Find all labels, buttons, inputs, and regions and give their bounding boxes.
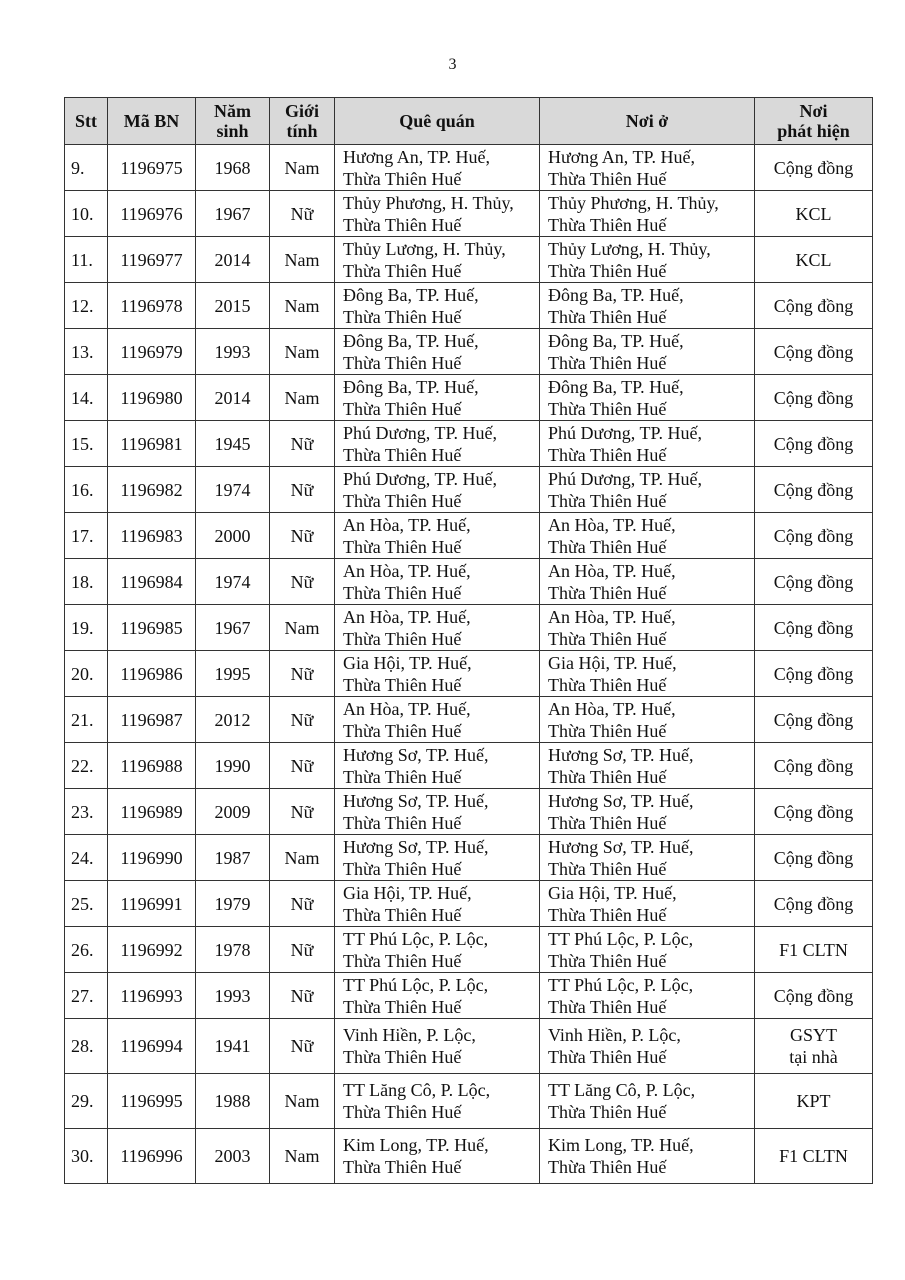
cell-noi-o xyxy=(540,651,755,697)
cell-que-quan-line1: Đông Ba, TP. Huế, xyxy=(343,330,479,351)
cell-ma-bn: 1196975 xyxy=(108,145,196,191)
cell-nam-sinh: 1995 xyxy=(196,651,270,697)
cell-stt: 9. xyxy=(65,145,108,191)
cell-nam-sinh: 2003 xyxy=(196,1129,270,1184)
cell-noi-o xyxy=(540,559,755,605)
header-stt: Stt xyxy=(65,98,108,145)
cell-noi-o xyxy=(540,973,755,1019)
cell-stt: 23. xyxy=(65,789,108,835)
cell-nam-sinh: 2015 xyxy=(196,283,270,329)
cell-noi-o-line1: TT Phú Lộc, P. Lộc, xyxy=(548,928,694,949)
cell-noi-o-line1: Đông Ba, TP. Huế, xyxy=(548,330,684,351)
cell-noi-o-line1: Hương Sơ, TP. Huế, xyxy=(548,836,694,857)
cell-noi-o-line2: Thừa Thiên Huế xyxy=(548,352,667,373)
cell-que-quan-line1: An Hòa, TP. Huế, xyxy=(343,606,471,627)
cell-que-quan-line2: Thừa Thiên Huế xyxy=(343,490,462,511)
cell-que-quan-line2: Thừa Thiên Huế xyxy=(343,582,462,603)
cell-que-quan-line1: Thủy Phương, H. Thủy, xyxy=(343,192,514,213)
cell-que-quan-line1: Đông Ba, TP. Huế, xyxy=(343,376,479,397)
header-noi-phat-hien-line1: Nơi xyxy=(799,101,828,121)
cell-que-quan-line1: Vinh Hiền, P. Lộc, xyxy=(343,1025,476,1045)
table-row xyxy=(65,375,873,421)
cell-ma-bn: 1196990 xyxy=(108,835,196,881)
cell-nam-sinh: 1993 xyxy=(196,973,270,1019)
cell-que-quan xyxy=(335,789,540,835)
cell-nam-sinh: 1945 xyxy=(196,421,270,467)
table-row xyxy=(65,651,873,697)
cell-que-quan-line2: Thừa Thiên Huế xyxy=(343,628,462,649)
cell-noi-o-line2: Thừa Thiên Huế xyxy=(548,996,667,1017)
cell-noi-phat-hien: KPT xyxy=(755,1074,873,1129)
table-row xyxy=(65,835,873,881)
cell-ma-bn: 1196986 xyxy=(108,651,196,697)
cell-noi-o xyxy=(540,237,755,283)
cell-noi-phat-hien: Cộng đồng xyxy=(755,145,873,191)
cell-que-quan xyxy=(335,697,540,743)
cell-noi-o xyxy=(540,421,755,467)
header-gioi-tinh xyxy=(270,98,335,145)
cell-nam-sinh: 1967 xyxy=(196,605,270,651)
cell-que-quan-line1: Gia Hội, TP. Huế, xyxy=(343,882,472,903)
cell-noi-o-line1: TT Lăng Cô, P. Lộc, xyxy=(548,1080,696,1100)
cell-nam-sinh: 1941 xyxy=(196,1019,270,1074)
cell-que-quan-line2: Thừa Thiên Huế xyxy=(343,766,462,787)
cell-gioi-tinh: Nữ xyxy=(270,973,335,1019)
cell-noi-phat-hien: Cộng đồng xyxy=(755,835,873,881)
cell-stt: 21. xyxy=(65,697,108,743)
cell-noi-phat-hien-line1: GSYT xyxy=(789,1025,837,1045)
cell-noi-phat-hien: Cộng đồng xyxy=(755,329,873,375)
cell-ma-bn: 1196985 xyxy=(108,605,196,651)
cell-noi-o-line1: An Hòa, TP. Huế, xyxy=(548,698,676,719)
cell-que-quan-line2: Thừa Thiên Huế xyxy=(343,306,462,327)
cell-stt: 29. xyxy=(65,1074,108,1129)
cell-que-quan-line1: Hương Sơ, TP. Huế, xyxy=(343,744,489,765)
cell-gioi-tinh: Nam xyxy=(270,283,335,329)
cell-stt: 26. xyxy=(65,927,108,973)
cell-gioi-tinh: Nữ xyxy=(270,559,335,605)
cell-que-quan xyxy=(335,513,540,559)
cell-gioi-tinh: Nam xyxy=(270,145,335,191)
cell-noi-o xyxy=(540,1019,755,1074)
table-row xyxy=(65,927,873,973)
cell-noi-o-line2: Thừa Thiên Huế xyxy=(548,858,667,879)
cell-ma-bn: 1196987 xyxy=(108,697,196,743)
cell-noi-o-line2: Thừa Thiên Huế xyxy=(548,950,667,971)
cell-que-quan xyxy=(335,743,540,789)
cell-gioi-tinh: Nữ xyxy=(270,467,335,513)
cell-noi-o xyxy=(540,513,755,559)
cell-noi-o xyxy=(540,1074,755,1129)
cell-noi-o xyxy=(540,927,755,973)
cell-noi-o-line1: An Hòa, TP. Huế, xyxy=(548,560,676,581)
cell-noi-phat-hien: Cộng đồng xyxy=(755,605,873,651)
cell-que-quan-line1: Hương An, TP. Huế, xyxy=(343,146,490,167)
cell-ma-bn: 1196996 xyxy=(108,1129,196,1184)
cell-que-quan-line2: Thừa Thiên Huế xyxy=(343,674,462,695)
cell-que-quan xyxy=(335,559,540,605)
cell-nam-sinh: 1987 xyxy=(196,835,270,881)
cell-noi-o-line2: Thừa Thiên Huế xyxy=(548,1157,667,1177)
cell-nam-sinh: 1968 xyxy=(196,145,270,191)
cell-noi-o-line1: Kim Long, TP. Huế, xyxy=(548,1135,694,1155)
cell-noi-o-line2: Thừa Thiên Huế xyxy=(548,1047,667,1067)
cell-que-quan-line2: Thừa Thiên Huế xyxy=(343,260,462,281)
cell-que-quan xyxy=(335,1019,540,1074)
cell-que-quan-line2: Thừa Thiên Huế xyxy=(343,398,462,419)
cell-noi-o-line2: Thừa Thiên Huế xyxy=(548,168,667,189)
cell-stt: 12. xyxy=(65,283,108,329)
cell-noi-phat-hien: Cộng đồng xyxy=(755,697,873,743)
cell-noi-phat-hien: Cộng đồng xyxy=(755,651,873,697)
cell-ma-bn: 1196995 xyxy=(108,1074,196,1129)
table-row xyxy=(65,605,873,651)
cell-gioi-tinh: Nam xyxy=(270,835,335,881)
cell-nam-sinh: 2014 xyxy=(196,375,270,421)
cell-stt: 28. xyxy=(65,1019,108,1074)
cell-ma-bn: 1196976 xyxy=(108,191,196,237)
cell-noi-o-line1: Thủy Phương, H. Thủy, xyxy=(548,192,719,213)
cell-stt: 25. xyxy=(65,881,108,927)
cell-que-quan-line2: Thừa Thiên Huế xyxy=(343,1047,462,1067)
cell-que-quan xyxy=(335,651,540,697)
cell-que-quan-line1: Phú Dương, TP. Huế, xyxy=(343,468,497,489)
cell-ma-bn: 1196994 xyxy=(108,1019,196,1074)
cell-stt: 30. xyxy=(65,1129,108,1184)
table-row xyxy=(65,283,873,329)
cell-nam-sinh: 1979 xyxy=(196,881,270,927)
cell-nam-sinh: 1988 xyxy=(196,1074,270,1129)
cell-noi-phat-hien: Cộng đồng xyxy=(755,467,873,513)
cell-que-quan-line1: TT Lăng Cô, P. Lộc, xyxy=(343,1080,491,1100)
header-que-quan: Quê quán xyxy=(335,98,540,145)
cell-stt: 14. xyxy=(65,375,108,421)
cell-que-quan xyxy=(335,421,540,467)
cell-noi-o xyxy=(540,835,755,881)
cell-que-quan-line2: Thừa Thiên Huế xyxy=(343,904,462,925)
cell-noi-phat-hien: Cộng đồng xyxy=(755,881,873,927)
cell-noi-o-line2: Thừa Thiên Huế xyxy=(548,766,667,787)
cell-stt: 20. xyxy=(65,651,108,697)
cell-que-quan-line1: Đông Ba, TP. Huế, xyxy=(343,284,479,305)
cell-que-quan xyxy=(335,283,540,329)
cell-noi-o-line1: Đông Ba, TP. Huế, xyxy=(548,284,684,305)
cell-noi-o xyxy=(540,375,755,421)
cell-nam-sinh: 2014 xyxy=(196,237,270,283)
cell-noi-o-line1: Phú Dương, TP. Huế, xyxy=(548,468,702,489)
cell-que-quan xyxy=(335,973,540,1019)
cell-gioi-tinh: Nam xyxy=(270,375,335,421)
table-row xyxy=(65,1019,873,1074)
cell-ma-bn: 1196989 xyxy=(108,789,196,835)
cell-noi-o-line2: Thừa Thiên Huế xyxy=(548,260,667,281)
cell-ma-bn: 1196980 xyxy=(108,375,196,421)
cell-stt: 15. xyxy=(65,421,108,467)
cell-noi-phat-hien xyxy=(755,1019,873,1074)
cell-que-quan-line2: Thừa Thiên Huế xyxy=(343,1102,462,1122)
cell-nam-sinh: 2012 xyxy=(196,697,270,743)
cell-stt: 27. xyxy=(65,973,108,1019)
cell-noi-o xyxy=(540,881,755,927)
table-row xyxy=(65,329,873,375)
header-nam-sinh-line1: Năm xyxy=(214,101,251,121)
table-row xyxy=(65,789,873,835)
cell-nam-sinh: 1990 xyxy=(196,743,270,789)
cell-que-quan xyxy=(335,1129,540,1184)
cell-gioi-tinh: Nữ xyxy=(270,697,335,743)
cell-gioi-tinh: Nữ xyxy=(270,1019,335,1074)
cell-noi-o xyxy=(540,605,755,651)
cell-que-quan-line1: Hương Sơ, TP. Huế, xyxy=(343,836,489,857)
cell-noi-phat-hien: Cộng đồng xyxy=(755,283,873,329)
cell-noi-o xyxy=(540,467,755,513)
cell-noi-o xyxy=(540,697,755,743)
cell-gioi-tinh: Nữ xyxy=(270,513,335,559)
cell-que-quan-line2: Thừa Thiên Huế xyxy=(343,214,462,235)
cell-noi-phat-hien: Cộng đồng xyxy=(755,375,873,421)
cell-noi-o-line2: Thừa Thiên Huế xyxy=(548,536,667,557)
page-number: 3 xyxy=(448,56,457,73)
cell-ma-bn: 1196993 xyxy=(108,973,196,1019)
header-noi-o: Nơi ở xyxy=(540,98,755,145)
cell-que-quan-line1: Gia Hội, TP. Huế, xyxy=(343,652,472,673)
cell-noi-o xyxy=(540,1129,755,1184)
cell-ma-bn: 1196977 xyxy=(108,237,196,283)
cell-noi-phat-hien: F1 CLTN xyxy=(755,1129,873,1184)
cell-stt: 19. xyxy=(65,605,108,651)
cell-que-quan-line2: Thừa Thiên Huế xyxy=(343,444,462,465)
cell-que-quan-line2: Thừa Thiên Huế xyxy=(343,352,462,373)
cell-stt: 24. xyxy=(65,835,108,881)
cell-noi-o-line1: An Hòa, TP. Huế, xyxy=(548,514,676,535)
cell-ma-bn: 1196978 xyxy=(108,283,196,329)
table-row xyxy=(65,191,873,237)
cell-que-quan xyxy=(335,835,540,881)
header-gioi-tinh-line2: tính xyxy=(286,121,318,141)
patient-table xyxy=(64,97,873,1184)
cell-que-quan xyxy=(335,1074,540,1129)
cell-noi-o-line1: Hương Sơ, TP. Huế, xyxy=(548,744,694,765)
cell-noi-o-line2: Thừa Thiên Huế xyxy=(548,904,667,925)
cell-noi-phat-hien-line2: tại nhà xyxy=(789,1047,838,1067)
cell-que-quan xyxy=(335,375,540,421)
cell-noi-o xyxy=(540,191,755,237)
cell-ma-bn: 1196979 xyxy=(108,329,196,375)
cell-noi-o-line1: Gia Hội, TP. Huế, xyxy=(548,652,677,673)
cell-noi-o xyxy=(540,145,755,191)
table-row xyxy=(65,145,873,191)
cell-que-quan-line2: Thừa Thiên Huế xyxy=(343,996,462,1017)
cell-noi-o-line2: Thừa Thiên Huế xyxy=(548,1102,667,1122)
cell-que-quan-line2: Thừa Thiên Huế xyxy=(343,950,462,971)
cell-que-quan-line2: Thừa Thiên Huế xyxy=(343,536,462,557)
cell-que-quan-line2: Thừa Thiên Huế xyxy=(343,168,462,189)
cell-ma-bn: 1196982 xyxy=(108,467,196,513)
cell-que-quan-line1: TT Phú Lộc, P. Lộc, xyxy=(343,974,489,995)
cell-noi-phat-hien: Cộng đồng xyxy=(755,743,873,789)
cell-gioi-tinh: Nữ xyxy=(270,421,335,467)
header-nam-sinh xyxy=(196,98,270,145)
cell-que-quan xyxy=(335,881,540,927)
header-row xyxy=(65,98,873,145)
cell-stt: 11. xyxy=(65,237,108,283)
cell-gioi-tinh: Nữ xyxy=(270,927,335,973)
cell-noi-phat-hien: Cộng đồng xyxy=(755,789,873,835)
table-row xyxy=(65,1129,873,1184)
cell-gioi-tinh: Nam xyxy=(270,605,335,651)
header-noi-phat-hien xyxy=(755,98,873,145)
cell-que-quan xyxy=(335,191,540,237)
cell-noi-o-line1: TT Phú Lộc, P. Lộc, xyxy=(548,974,694,995)
cell-stt: 18. xyxy=(65,559,108,605)
cell-gioi-tinh: Nữ xyxy=(270,881,335,927)
table-row xyxy=(65,881,873,927)
cell-noi-phat-hien: Cộng đồng xyxy=(755,559,873,605)
cell-ma-bn: 1196991 xyxy=(108,881,196,927)
header-nam-sinh-line2: sinh xyxy=(216,121,249,141)
cell-noi-o-line1: Gia Hội, TP. Huế, xyxy=(548,882,677,903)
cell-noi-o-line2: Thừa Thiên Huế xyxy=(548,444,667,465)
cell-noi-o-line2: Thừa Thiên Huế xyxy=(548,398,667,419)
cell-noi-phat-hien: Cộng đồng xyxy=(755,973,873,1019)
cell-noi-o-line2: Thừa Thiên Huế xyxy=(548,306,667,327)
cell-nam-sinh: 1974 xyxy=(196,467,270,513)
cell-noi-o-line2: Thừa Thiên Huế xyxy=(548,582,667,603)
cell-noi-phat-hien: KCL xyxy=(755,237,873,283)
cell-noi-o-line1: Thủy Lương, H. Thủy, xyxy=(548,238,711,259)
cell-que-quan-line1: Kim Long, TP. Huế, xyxy=(343,1135,489,1155)
cell-stt: 10. xyxy=(65,191,108,237)
cell-que-quan xyxy=(335,329,540,375)
cell-que-quan-line1: TT Phú Lộc, P. Lộc, xyxy=(343,928,489,949)
cell-que-quan-line2: Thừa Thiên Huế xyxy=(343,858,462,879)
cell-noi-o xyxy=(540,329,755,375)
cell-noi-o-line1: Phú Dương, TP. Huế, xyxy=(548,422,702,443)
cell-noi-o-line2: Thừa Thiên Huế xyxy=(548,628,667,649)
cell-noi-o-line2: Thừa Thiên Huế xyxy=(548,674,667,695)
table-row xyxy=(65,697,873,743)
cell-noi-o-line2: Thừa Thiên Huế xyxy=(548,490,667,511)
cell-gioi-tinh: Nữ xyxy=(270,651,335,697)
cell-gioi-tinh: Nữ xyxy=(270,743,335,789)
cell-noi-phat-hien: Cộng đồng xyxy=(755,513,873,559)
cell-noi-phat-hien: KCL xyxy=(755,191,873,237)
cell-que-quan xyxy=(335,467,540,513)
cell-que-quan-line1: An Hòa, TP. Huế, xyxy=(343,514,471,535)
table-row xyxy=(65,513,873,559)
cell-noi-o xyxy=(540,283,755,329)
table-row xyxy=(65,559,873,605)
cell-ma-bn: 1196983 xyxy=(108,513,196,559)
cell-que-quan-line2: Thừa Thiên Huế xyxy=(343,812,462,833)
table-row xyxy=(65,743,873,789)
cell-nam-sinh: 2000 xyxy=(196,513,270,559)
cell-stt: 17. xyxy=(65,513,108,559)
cell-que-quan-line2: Thừa Thiên Huế xyxy=(343,720,462,741)
cell-stt: 22. xyxy=(65,743,108,789)
cell-nam-sinh: 1993 xyxy=(196,329,270,375)
cell-que-quan-line2: Thừa Thiên Huế xyxy=(343,1157,462,1177)
cell-gioi-tinh: Nam xyxy=(270,237,335,283)
cell-gioi-tinh: Nam xyxy=(270,1129,335,1184)
cell-noi-o-line1: Hương An, TP. Huế, xyxy=(548,146,695,167)
cell-ma-bn: 1196984 xyxy=(108,559,196,605)
cell-gioi-tinh: Nữ xyxy=(270,191,335,237)
cell-noi-phat-hien: Cộng đồng xyxy=(755,421,873,467)
cell-noi-o-line1: Đông Ba, TP. Huế, xyxy=(548,376,684,397)
table-row xyxy=(65,237,873,283)
cell-noi-o-line2: Thừa Thiên Huế xyxy=(548,812,667,833)
cell-noi-o-line1: Hương Sơ, TP. Huế, xyxy=(548,790,694,811)
cell-gioi-tinh: Nam xyxy=(270,1074,335,1129)
cell-ma-bn: 1196981 xyxy=(108,421,196,467)
header-gioi-tinh-line1: Giới xyxy=(285,101,319,121)
table-row xyxy=(65,1074,873,1129)
table-row xyxy=(65,973,873,1019)
cell-que-quan xyxy=(335,145,540,191)
cell-nam-sinh: 1967 xyxy=(196,191,270,237)
cell-stt: 16. xyxy=(65,467,108,513)
cell-nam-sinh: 2009 xyxy=(196,789,270,835)
cell-que-quan xyxy=(335,605,540,651)
cell-noi-phat-hien: F1 CLTN xyxy=(755,927,873,973)
cell-noi-o-line1: An Hòa, TP. Huế, xyxy=(548,606,676,627)
cell-noi-o xyxy=(540,789,755,835)
cell-noi-o-line2: Thừa Thiên Huế xyxy=(548,720,667,741)
header-noi-phat-hien-line2: phát hiện xyxy=(777,121,850,141)
cell-que-quan-line1: An Hòa, TP. Huế, xyxy=(343,560,471,581)
cell-gioi-tinh: Nam xyxy=(270,329,335,375)
cell-nam-sinh: 1974 xyxy=(196,559,270,605)
cell-ma-bn: 1196988 xyxy=(108,743,196,789)
cell-stt: 13. xyxy=(65,329,108,375)
cell-que-quan-line1: Hương Sơ, TP. Huế, xyxy=(343,790,489,811)
cell-que-quan-line1: Thủy Lương, H. Thủy, xyxy=(343,238,506,259)
header-ma-bn: Mã BN xyxy=(108,98,196,145)
table-row xyxy=(65,467,873,513)
cell-nam-sinh: 1978 xyxy=(196,927,270,973)
cell-que-quan-line1: An Hòa, TP. Huế, xyxy=(343,698,471,719)
cell-que-quan xyxy=(335,237,540,283)
cell-ma-bn: 1196992 xyxy=(108,927,196,973)
cell-noi-o-line1: Vinh Hiền, P. Lộc, xyxy=(548,1025,681,1045)
cell-gioi-tinh: Nữ xyxy=(270,789,335,835)
cell-que-quan xyxy=(335,927,540,973)
cell-noi-o-line2: Thừa Thiên Huế xyxy=(548,214,667,235)
cell-noi-o xyxy=(540,743,755,789)
cell-que-quan-line1: Phú Dương, TP. Huế, xyxy=(343,422,497,443)
table-row xyxy=(65,421,873,467)
